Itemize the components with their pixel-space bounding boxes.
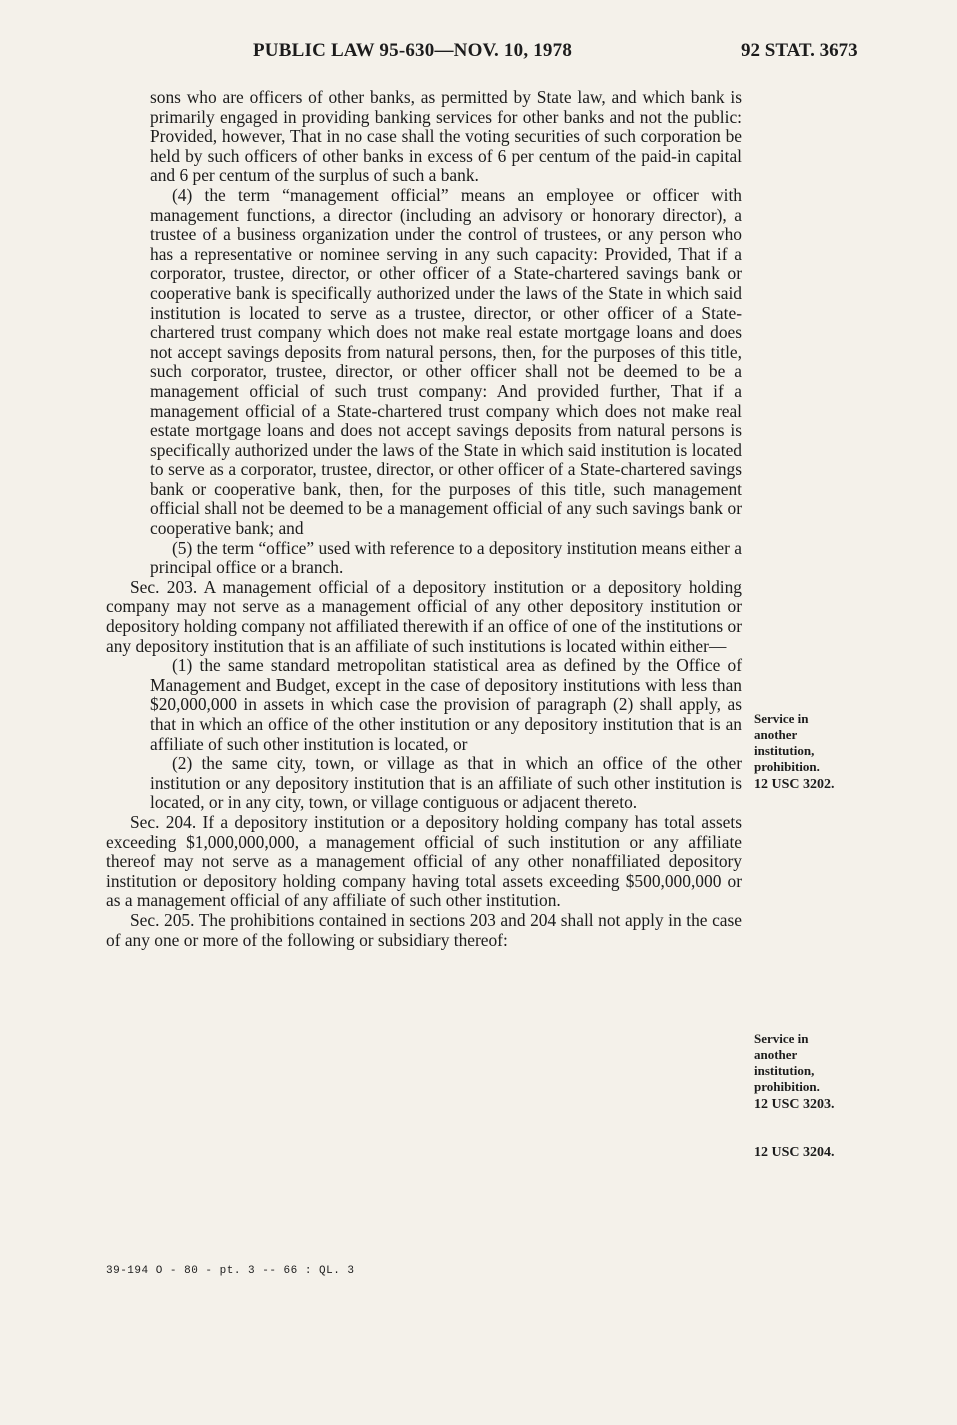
law-text	[106, 88, 742, 950]
section-205: Sec. 205. The prohibitions contained in sections 203 and 204 shall not apply in the case of any one or more of the following or subsidiary thereof:	[106, 909, 742, 950]
margin-note-sec-204	[754, 1031, 894, 1113]
page-title: PUBLIC LAW 95-630—NOV. 10, 1978	[253, 40, 573, 61]
section-204: Sec. 204. If a depository institution or a depository holding company has total assets exceeding $1,000,000,000, a management official of such institution or any affiliate thereof may not serve as a management official of any other nonaffiliated depository institution or depository holding company having total assets exceeding $500,000,000 or as a management official of any affiliate of such other institution.	[106, 811, 742, 911]
paragraph-5-office: (5) the term “office” used with reference to a depository institution means either a principal office or a branch.	[150, 537, 742, 578]
section-203-item-1: (1) the same standard metropolitan statistical area as defined by the Office of Management and Budget, except in the case of depository institutions with less than $20,000,000 in assets in which case the provision of paragraph (2) shall apply, as that in which an office of the other institution or any depository institution that is an affiliate of such other institution is located, or	[150, 655, 742, 754]
margin-note-sec-205	[754, 1145, 894, 1161]
section-203-item-2: (2) the same city, town, or village as that in which an office of the other institution or any depository institution that is an affiliate of such other institution is located, or in any city, town, or village contiguous or adjacent thereto.	[150, 753, 742, 813]
margin-note-line: another	[754, 1047, 798, 1062]
print-code: 39-194 O - 80 - pt. 3 -- 66 : QL. 3	[106, 1265, 355, 1277]
paragraph-continuation: sons who are officers of other banks, as permitted by State law, and which bank is primarily engaged in providing banking services for other banks and not the public: Provided, however, That in no case shall the voting securities of such corporation be held by such officers of other banks in excess of 6 per centum of the paid-in capital and 6 per centum of the surplus of such a bank.	[150, 87, 742, 186]
section-203: Sec. 203. A management official of a depository institution or a depository holding company may not serve as a management official of any other depository institution or depository holding company not affiliated therewith if an office of one of the institutions or any depository institution that is an affiliate of such institutions is located within either—	[106, 576, 742, 656]
margin-note-line: prohibition.	[754, 759, 820, 774]
stat-page-number: 92 STAT. 3673	[741, 40, 858, 61]
margin-note-citation: 12 USC 3204.	[754, 1145, 835, 1160]
margin-note-line: institution,	[754, 1063, 815, 1078]
margin-note-line: Service in	[754, 1031, 809, 1046]
margin-note-sec-203	[754, 711, 894, 793]
page-header	[0, 40, 957, 68]
margin-note-line: institution,	[754, 743, 815, 758]
margin-note-line: another	[754, 727, 798, 742]
margin-note-line: Service in	[754, 711, 809, 726]
paragraph-4-management-official: (4) the term “management official” means an employee or officer with management functions, a director (including an advisory or honorary director), a trustee of a business organization under the control of trustees, or any person who has a representative or nominee serving in any such capacity: Provided, That if a corporator, trustee, director, or other officer of a State-chartered savings bank or cooperative bank is specifically authorized under the laws of the State in which said institution is located to serve as a trustee, director, or other officer of a State-chartered trust company which does not make real estate mortgage loans and does not accept savings deposits from natural persons, then, for the purposes of this title, such corporator, trustee, director, or other officer shall not be deemed to be a management official of such trust company: And provided further, That if a management official of a State-chartered trust company which does not make real estate mortgage loans and does not accept savings deposits from natural persons is specifically authorized under the laws of the State in which said institution is located to serve as a corporator, trustee, director, or other officer of a State-chartered savings bank or cooperative bank, then, for the purposes of this title, such management official shall not be deemed to be a management official of any such savings bank or cooperative bank; and	[150, 184, 742, 539]
margin-note-citation: 12 USC 3203.	[754, 1097, 835, 1112]
margin-note-citation: 12 USC 3202.	[754, 777, 835, 792]
margin-note-line: prohibition.	[754, 1079, 820, 1094]
